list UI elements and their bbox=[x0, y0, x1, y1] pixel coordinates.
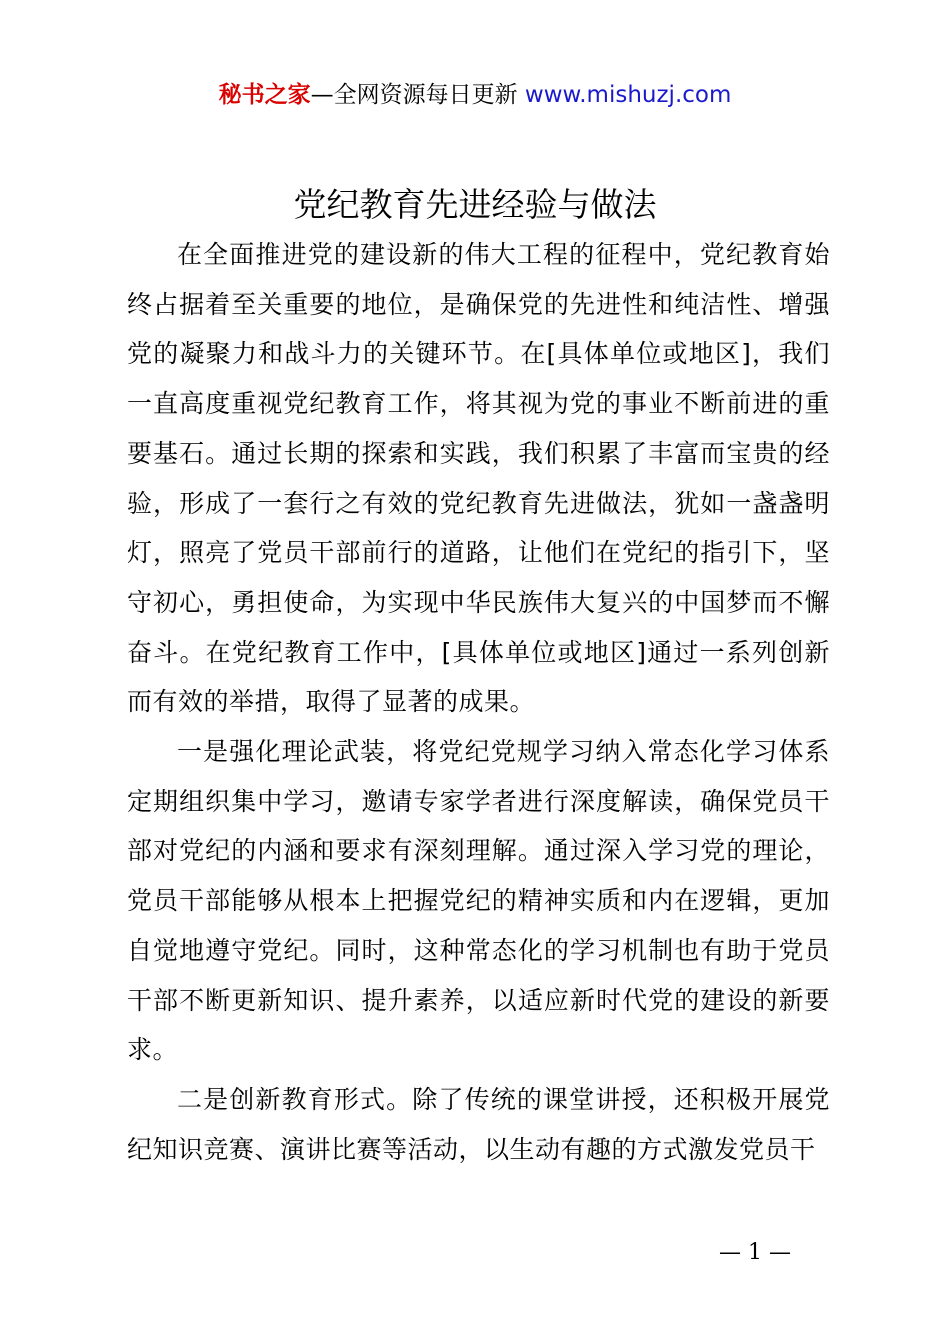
brand-name: 秘书之家 bbox=[218, 82, 311, 108]
page-number: — 1 — bbox=[719, 1240, 791, 1265]
document-body bbox=[127, 230, 830, 1174]
site-url-link[interactable]: www.mishuzj.com bbox=[524, 82, 732, 108]
document-title: 党纪教育先进经验与做法 bbox=[293, 185, 657, 224]
site-header bbox=[0, 78, 950, 112]
paragraph-intro: 在全面推进党的建设新的伟大工程的征程中，党纪教育始终占据着至关重要的地位，是确保党的先进性和纯洁性、增强党的凝聚力和战斗力的关键环节。在[具体单位或地区]，我们一直高度重视党纪教育工作，将其视为党的事业不断前进的重要基石。通过长期的探索和实践，我们积累了丰富而宝贵的经验，形成了一套行之有效的党纪教育先进做法，犹如一盏盏明灯，照亮了党员干部前行的道路，让他们在党纪的指引下，坚守初心，勇担使命，为实现中华民族伟大复兴的中国梦而不懈奋斗。在党纪教育工作中，[具体单位或地区]通过一系列创新而有效的举措，取得了显著的成果。 bbox=[127, 240, 830, 717]
header-tagline: —全网资源每日更新 bbox=[310, 82, 518, 108]
paragraph-point-one: 一是强化理论武装，将党纪党规学习纳入常态化学习体系定期组织集中学习，邀请专家学者进行深度解读，确保党员干部对党纪的内涵和要求有深刻理解。通过深入学习党的理论，党员干部能够从根本上把握党纪的精神实质和内在逻辑，更加自觉地遵守党纪。同时，这种常态化的学习机制也有助于党员干部不断更新知识、提升素养，以适应新时代党的建设的新要求。 bbox=[127, 737, 830, 1065]
paragraph-point-two: 二是创新教育形式。除了传统的课堂讲授，还积极开展党纪知识竞赛、演讲比赛等活动，以生动有趣的方式激发党员干 bbox=[127, 1084, 830, 1164]
